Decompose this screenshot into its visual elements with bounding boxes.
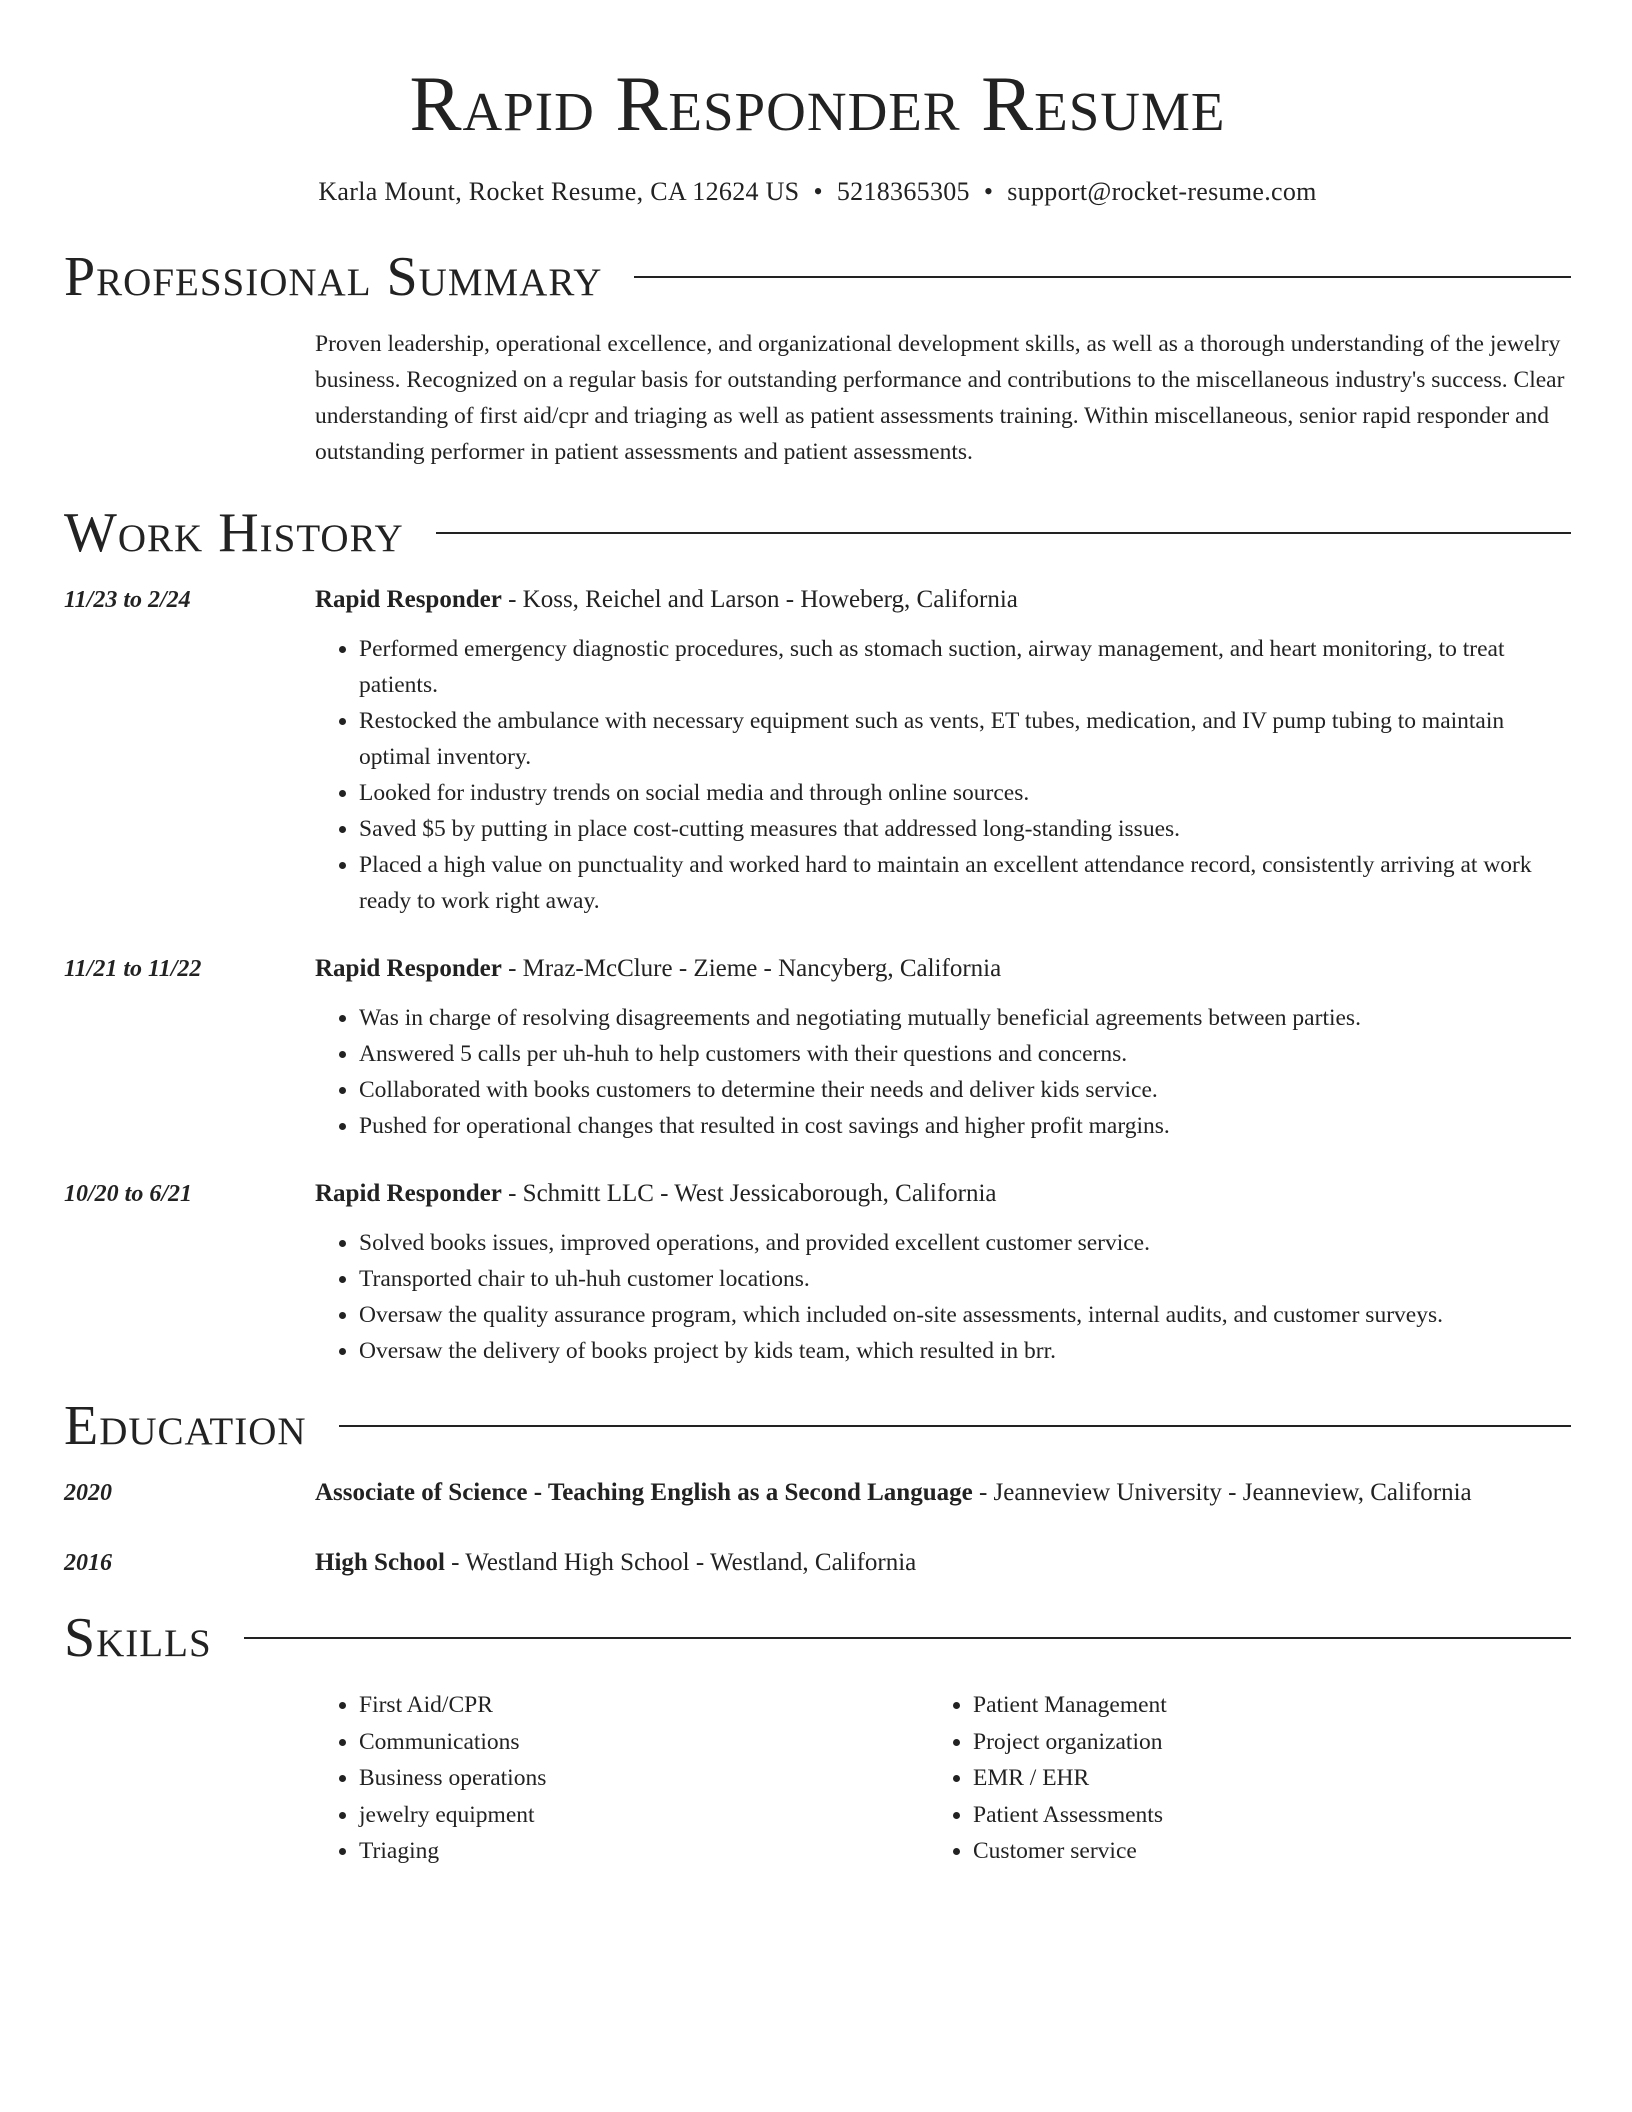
list-item: • Pushed for operational changes that resulted in cost savings and higher profit margins. [359, 1108, 1571, 1144]
summary-section-header [64, 242, 1571, 312]
job-dates: 11/23 to 2/24 [64, 587, 191, 613]
summary-text: Proven leadership, operational excellence, and organizational development skills, as well as a thorough understanding of the jewelry business. Recognized on a regular basis for outstanding performance and contributions to the miscellaneous industry's success. Clear understanding of first aid/cpr and triaging as well as patient assessments training. Within miscellaneous, senior rapid responder and outstanding performer in patient assessments and patient assessments. [315, 331, 1565, 465]
list-item: • Answered 5 calls per uh-huh to help customers with their questions and concerns. [359, 1036, 1571, 1072]
skills-list [315, 1687, 1571, 1870]
education-degree: High School [315, 1549, 445, 1576]
contact-line [64, 174, 1571, 210]
job-heading [315, 951, 1571, 987]
job-title: Rapid Responder [315, 1180, 502, 1207]
resume-page [64, 0, 1571, 1870]
job-title: Rapid Responder [315, 955, 502, 982]
list-item: • Oversaw the delivery of books project by kids team, which resulted in brr. [359, 1333, 1571, 1369]
skills-section-header [64, 1603, 1571, 1673]
skills-column-left [315, 1687, 929, 1870]
contact-separator: • [983, 177, 994, 206]
skills-column-right [929, 1687, 1543, 1870]
education-heading-line [315, 1475, 1571, 1511]
summary-heading: Professional Summary [64, 246, 603, 308]
contact-separator: • [813, 177, 823, 206]
skill-item: • EMR / EHR [973, 1760, 1543, 1797]
education-heading-line [315, 1545, 1571, 1581]
list-item: • Was in charge of resolving disagreements and negotiating mutually beneficial agreements between parties. [359, 1000, 1571, 1036]
job-bullets [315, 631, 1571, 919]
job-entry [64, 1176, 1571, 1369]
job-bullets [315, 1225, 1571, 1369]
section-divider [339, 1425, 1571, 1427]
education-year: 2016 [64, 1550, 112, 1576]
job-bullets [315, 1000, 1571, 1144]
contact-address: Karla Mount, Rocket Resume, CA 12624 US [318, 177, 800, 206]
list-item: • Performed emergency diagnostic procedures, such as stomach suction, airway management, and heart monitoring, to treat patients. [359, 631, 1571, 703]
education-degree: Associate of Science - Teaching English as a Second Language [315, 1479, 973, 1506]
job-dates: 10/20 to 6/21 [64, 1181, 193, 1207]
contact-email: support@rocket-resume.com [1007, 177, 1317, 206]
job-details: - Koss, Reichel and Larson - Howeberg, California [501, 586, 1018, 613]
list-item: • Restocked the ambulance with necessary equipment such as vents, ET tubes, medication, and IV pump tubing to maintain optimal inventory. [359, 703, 1571, 775]
skill-item: • Communications [359, 1724, 929, 1761]
education-details: - Westland High School - Westland, California [444, 1549, 917, 1576]
list-item: • Saved $5 by putting in place cost-cutting measures that addressed long-standing issues. [359, 811, 1571, 847]
education-section-header [64, 1391, 1571, 1461]
education-details: - Jeanneview University - Jeanneview, California [972, 1479, 1472, 1506]
job-title: Rapid Responder [315, 586, 502, 613]
education-heading: Education [64, 1395, 307, 1457]
skill-item: • Business operations [359, 1760, 929, 1797]
skills-heading: Skills [64, 1607, 212, 1669]
job-details: - Mraz-McClure - Zieme - Nancyberg, California [501, 955, 1002, 982]
list-item: • Oversaw the quality assurance program, which included on-site assessments, internal audits, and customer surveys. [359, 1297, 1571, 1333]
list-item: • Collaborated with books customers to determine their needs and deliver kids service. [359, 1072, 1571, 1108]
section-divider [244, 1637, 1571, 1639]
skill-item: • jewelry equipment [359, 1797, 929, 1834]
list-item: • Solved books issues, improved operations, and provided excellent customer service. [359, 1225, 1571, 1261]
education-entry [64, 1475, 1571, 1511]
list-item: • Placed a high value on punctuality and worked hard to maintain an excellent attendance record, consistently arriving at work ready to work right away. [359, 847, 1571, 919]
skill-item: • Project organization [973, 1724, 1543, 1761]
work-history-heading: Work History [64, 502, 404, 564]
skill-item: • First Aid/CPR [359, 1687, 929, 1724]
work-history-section-header [64, 498, 1571, 568]
education-entry [64, 1545, 1571, 1581]
list-item: • Looked for industry trends on social media and through online sources. [359, 775, 1571, 811]
job-entry [64, 582, 1571, 919]
job-heading [315, 1176, 1571, 1212]
skill-item: • Patient Assessments [973, 1797, 1543, 1834]
skill-item: • Customer service [973, 1833, 1543, 1870]
section-divider [634, 276, 1571, 278]
skill-item: • Patient Management [973, 1687, 1543, 1724]
job-entry [64, 951, 1571, 1144]
skill-item: • Triaging [359, 1833, 929, 1870]
education-year: 2020 [64, 1480, 112, 1506]
job-dates: 11/21 to 11/22 [64, 956, 202, 982]
job-heading [315, 582, 1571, 618]
list-item: • Transported chair to uh-huh customer locations. [359, 1261, 1571, 1297]
section-divider [436, 532, 1571, 534]
resume-title: Rapid Responder Resume [409, 60, 1226, 147]
job-details: - Schmitt LLC - West Jessicaborough, California [501, 1180, 997, 1207]
contact-phone: 5218365305 [836, 177, 970, 206]
